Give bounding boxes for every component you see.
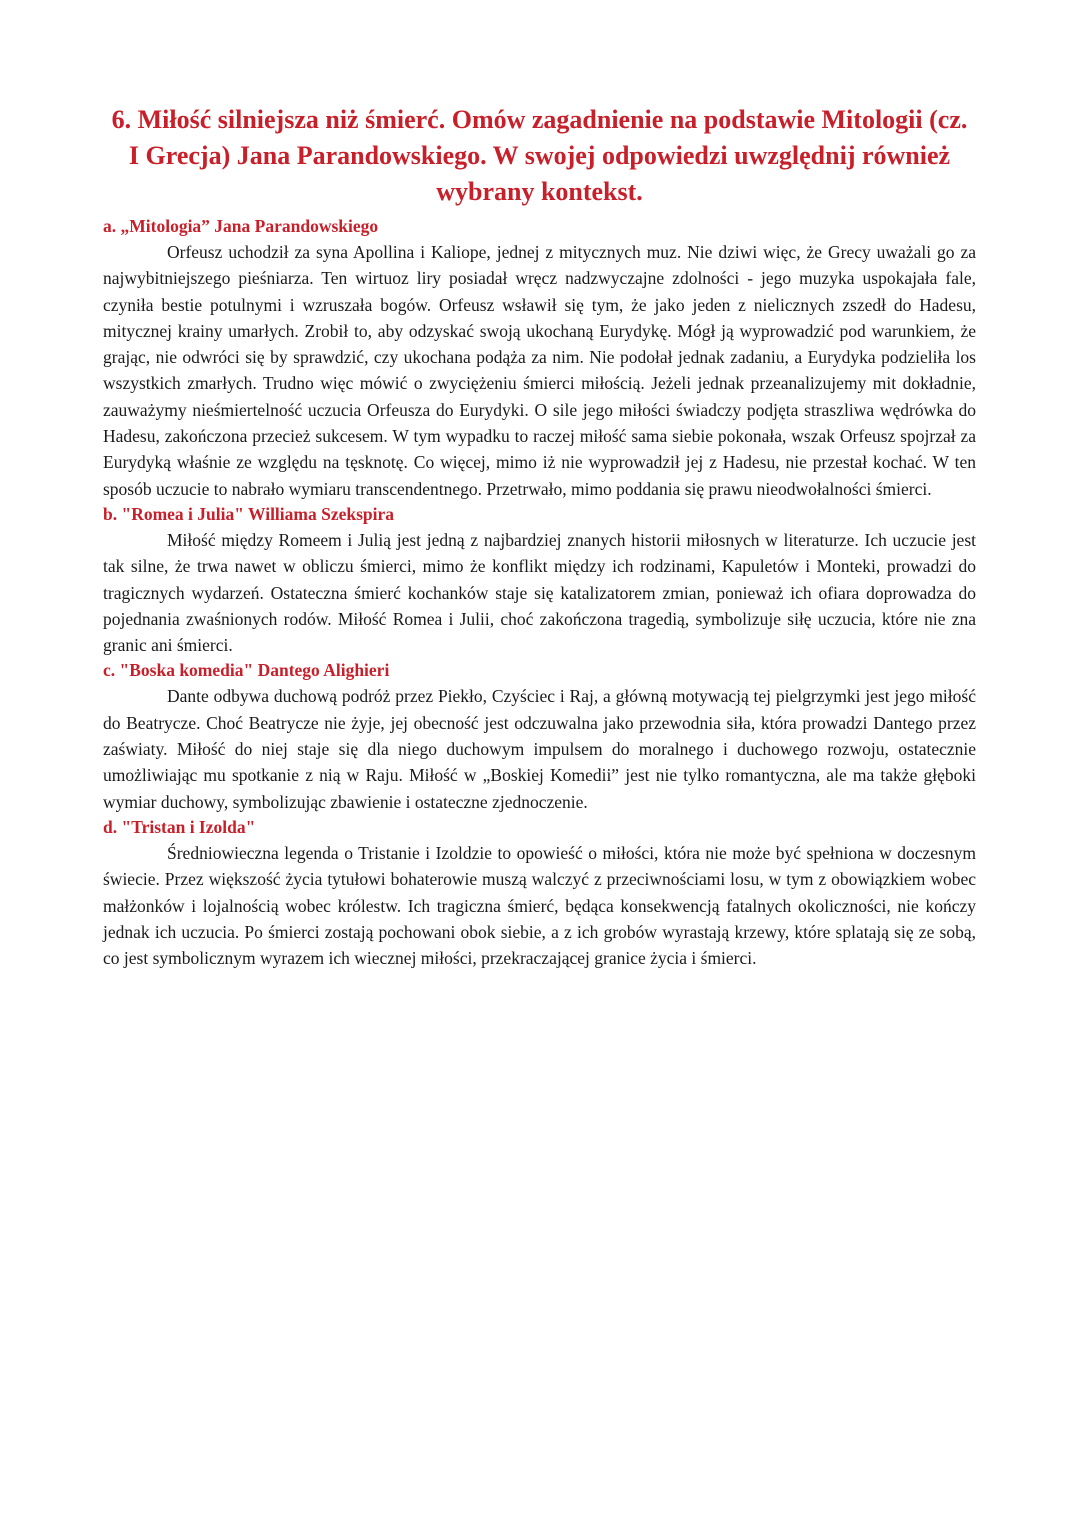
document-title: 6. Miłość silniejsza niż śmierć. Omów zagadnienie na podstawie Mitologii (cz. I Grecja) Jana Parandowskiego. W swojej odpowiedzi uwzględnij również wybrany kontekst. [111, 105, 968, 206]
document-page [103, 102, 976, 971]
section-paragraph: Średniowieczna legenda o Tristanie i Izoldzie to opowieść o miłości, która nie może być spełniona w doczesnym świecie. Przez większość życia tytułowi bohaterowie muszą walczyć z przeciwnościami losu, w tym z obowiązkiem wobec małżonków i lojalnością wobec królestw. Ich tragiczna śmierć, będąca konsekwencją fatalnych okoliczności, nie kończy jednak ich uczucia. Po śmierci zostają pochowani obok siebie, a z ich grobów wyrastają krzewy, które splatają się ze sobą, co jest symbolicznym wyrazem ich wiecznej miłości, przekraczającej granice życia i śmierci. [103, 842, 976, 969]
section-paragraph: Orfeusz uchodził za syna Apollina i Kaliope, jednej z mitycznych muz. Nie dziwi więc, że Grecy uważali go za najwybitniejszego pieśniarza. Ten wirtuoz liry posiadał wręcz nadzwyczajne zdolności - jego muzyka uspokajała fale, czyniła bestie potulnymi i wzruszała bogów. Orfeusz wsławił się tym, że jako jeden z nielicznych zszedł do Hadesu, mitycznej krainy umarłych. Zrobił to, aby odzyskać swoją ukochaną Eurydykę. Mógł ją wyprowadzić pod warunkiem, że grając, nie odwróci się by sprawdzić, czy ukochana podąża za nim. Nie podołał jednak zadaniu, a Eurydyka podzieliła los wszystkich zmarłych. Trudno więc mówić o zwyciężeniu śmierci miłością. Jeżeli jednak przeanalizujemy mit dokładnie, zauważymy nieśmiertelność uczucia Orfeusza do Eurydyki. O sile jego miłości świadczy podjęta straszliwa wędrówka do Hadesu, zakończona przecież sukcesem. W tym wypadku to raczej miłość sama siebie pokonała, wszak Orfeusz spojrzał za Eurydyką właśnie ze względu na tęsknotę. Co więcej, mimo iż nie wyprowadził jej z Hadesu, nie przestał kochać. W ten sposób uczucie to nabrało wymiaru transcendentnego. Przetrwało, mimo poddania się prawu nieodwołalności śmierci. [103, 242, 976, 499]
section-heading: d. "Tristan i Izolda" [103, 816, 256, 837]
section-heading: b. "Romea i Julia" Williama Szekspira [103, 503, 395, 524]
section-heading: c. "Boska komedia" Dantego Alighieri [103, 660, 390, 681]
section-romeo-i-julia [103, 502, 976, 658]
section-heading: a. „Mitologia” Jana Parandowskiego [103, 216, 379, 236]
section-mitologia [103, 214, 976, 502]
section-boska-komedia [103, 658, 976, 814]
section-paragraph: Dante odbywa duchową podróż przez Piekło, Czyściec i Raj, a główną motywacją tej pielgrzymki jest jego miłość do Beatrycze. Choć Beatrycze nie żyje, jej obecność jest odczuwalna jako przewodnia siła, która prowadzi Dantego przez zaświaty. Miłość do niej staje się dla niego duchowym impulsem do moralnego i duchowego rozwoju, ostatecznie umożliwiając mu spotkanie z nią w Raju. Miłość w „Boskiej Komedii” jest nie tylko romantyczna, ale ma także głęboki wymiar duchowy, symbolizując zbawienie i ostateczne zjednoczenie. [103, 686, 976, 812]
section-tristan-i-izolda [103, 815, 976, 971]
section-paragraph: Miłość między Romeem i Julią jest jedną z najbardziej znanych historii miłosnych w literaturze. Ich uczucie jest tak silne, że trwa nawet w obliczu śmierci, mimo że konflikt między ich rodzinami, Kapuletów i Monteki, prowadzi do tragicznych wydarzeń. Ostateczna śmierć kochanków staje się katalizatorem zmian, ponieważ ich ofiara doprowadza do pojednania zwaśnionych rodów. Miłość Romea i Julii, choć zakończona tragedią, symbolizuje siłę uczucia, które nie zna granic ani śmierci. [103, 529, 976, 656]
